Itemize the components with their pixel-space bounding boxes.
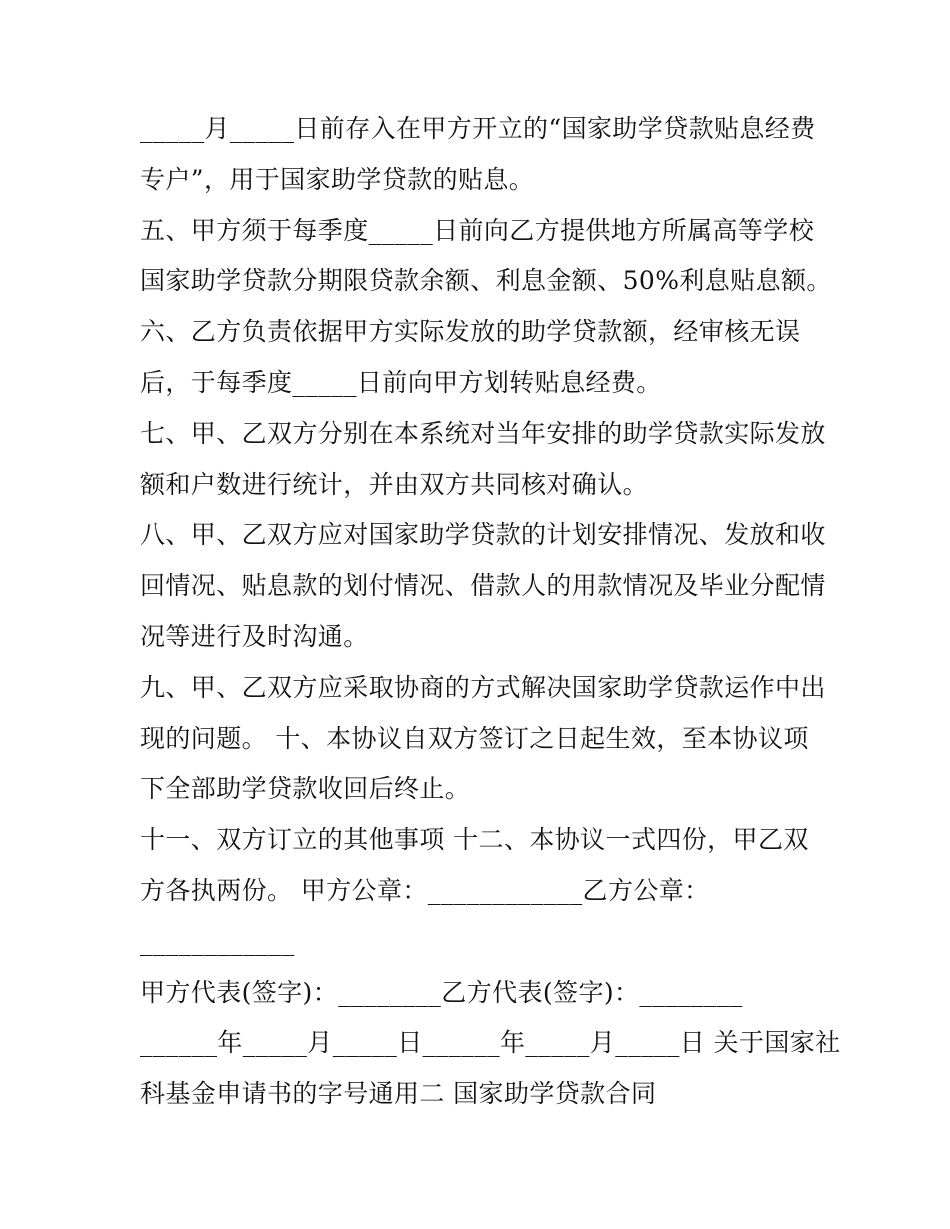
text-line: 科基金申请书的字号通用二 国家助学贷款合同 [140,1079,657,1109]
text-line: 下全部助学贷款收回后终止。 [140,774,471,804]
text-line: 专户”，用于国家助学贷款的贴息。 [140,164,535,194]
document-body [140,104,841,1120]
text-line: 回情况、贴息款的划付情况、借款人的用款情况及毕业分配情 [140,571,826,601]
text-line: ____________ [140,926,295,956]
text-line: 国家助学贷款分期限贷款余额、利息金额、50%利息贴息额。 [140,266,832,296]
text-line: 六、乙方负责依据甲方实际发放的助学贷款额，经审核无误 [140,317,801,347]
text-line: _____月_____日前存入在甲方开立的“国家助学贷款贴息经费 [140,114,816,143]
text-line: 七、甲、乙双方分别在本系统对当年安排的助学贷款实际发放 [140,418,826,448]
text-line: ______年_____月_____日______年_____月_____日 关于国家社 [140,1028,841,1058]
text-line: 后，于每季度_____日前向甲方划转贴息经费。 [140,367,662,397]
text-line: 八、甲、乙双方应对国家助学贷款的计划安排情况、发放和收 [140,520,826,550]
text-line: 额和户数进行统计，并由双方共同核对确认。 [140,469,649,499]
text-line: 方各执两份。 甲方公章：____________乙方公章： [140,875,710,905]
text-line: 十一、双方订立的其他事项 十二、本协议一式四份，甲乙双 [140,825,809,855]
text-line: 现的问题。 十、本协议自双方签订之日起生效，至本协议项 [140,723,809,753]
text-line: 五、甲方须于每季度_____日前向乙方提供地方所属高等学校 [140,215,815,245]
text-line: 况等进行及时沟通。 [140,621,369,651]
text-line: 九、甲、乙双方应采取协商的方式解决国家助学贷款运作中出 [140,672,826,702]
text-line: 甲方代表(签字)：________乙方代表(签字)：________ [140,977,743,1007]
